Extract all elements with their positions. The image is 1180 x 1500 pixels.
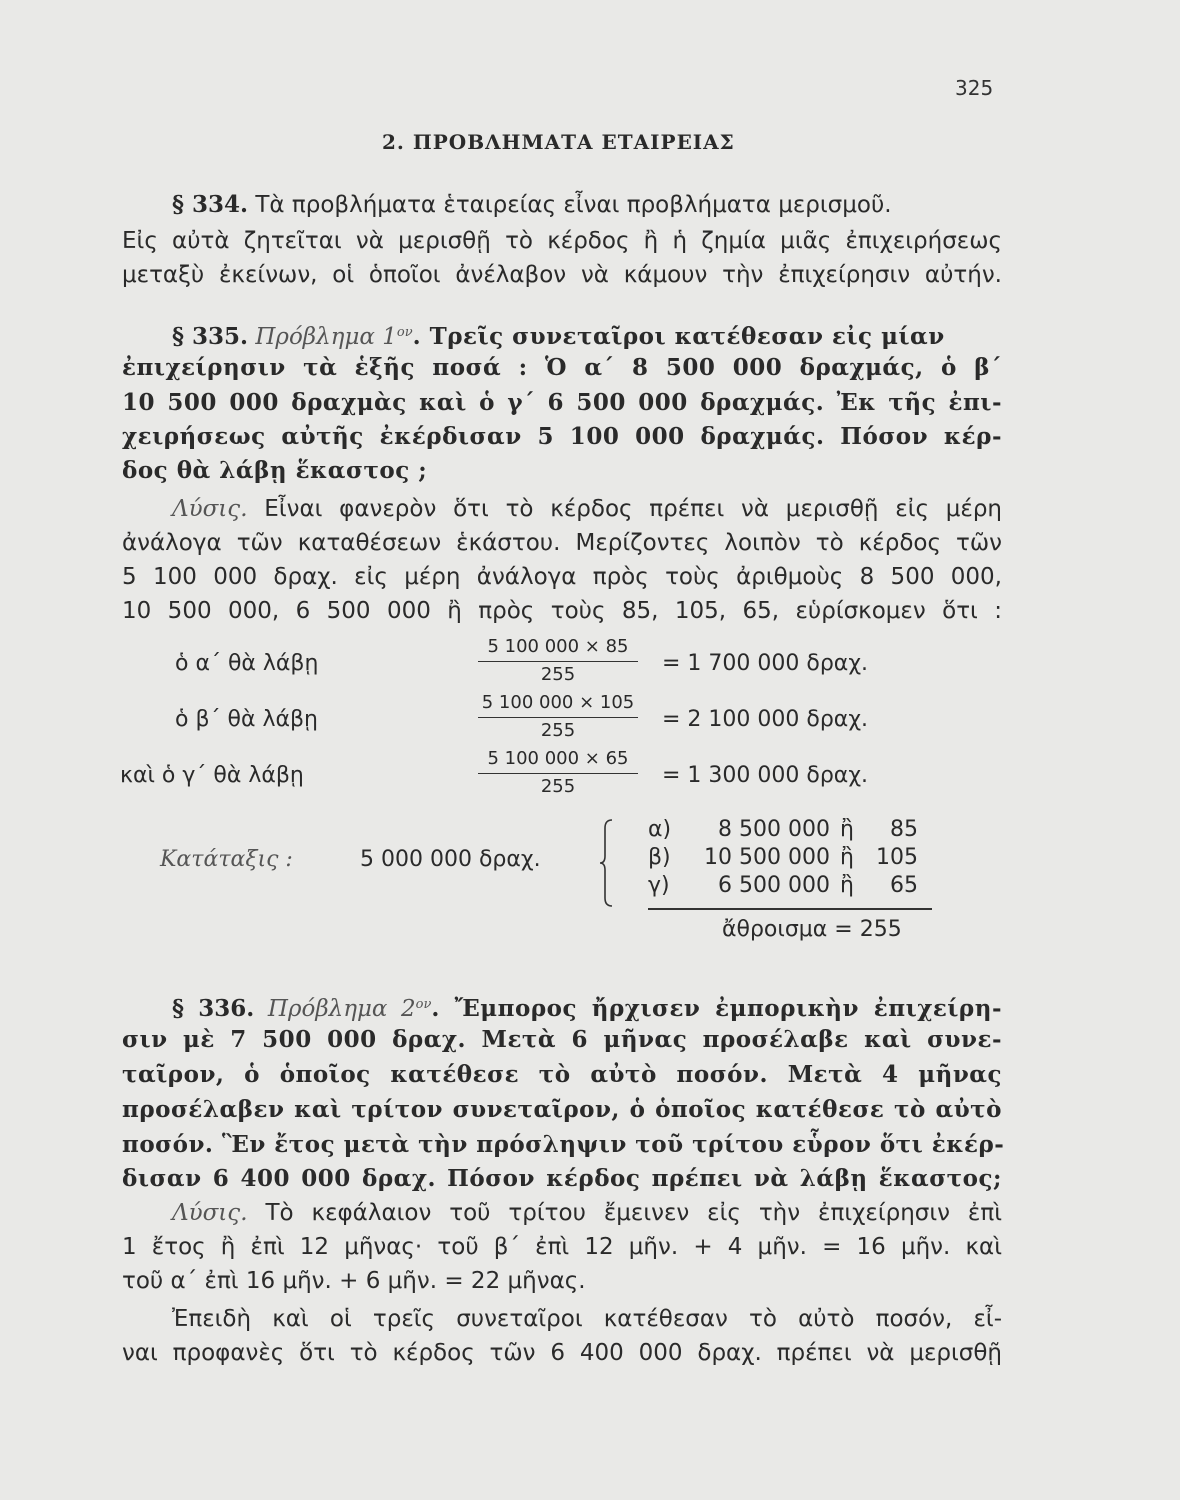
row-b-or: ἢ xyxy=(840,845,854,870)
s335-line-3: 10 500 000 δραχμὰς καὶ ὁ γ΄ 6 500 000 δραχμάς. Ἐκ τῆς ἐπι- xyxy=(122,389,1002,416)
s336-problem-label-sup: ον xyxy=(415,997,432,1012)
section-heading: 2. ΠΡΟΒΛΗΜΑΤΑ ΕΤΑΙΡΕΙΑΣ xyxy=(382,130,735,154)
s335-line-1 xyxy=(172,318,1002,352)
s336-number: § 336. xyxy=(172,995,255,1022)
share-c-label: καὶ ὁ γ΄ θὰ λάβῃ xyxy=(120,763,304,788)
s335-solution-text-1: Εἶναι φανερὸν ὅτι τὸ κέρδος πρέπει νὰ μερισθῇ εἰς μέρη xyxy=(247,496,1002,522)
s334-line-2: Εἰς αὐτὰ ζητεῖται νὰ μερισθῇ τὸ κέρδος ἢ ἡ ζημία μιᾶς ἐπιχειρήσεως xyxy=(122,228,1002,254)
s334-line-1 xyxy=(172,190,1002,220)
share-b-label: ὁ β΄ θὰ λάβῃ xyxy=(175,707,318,732)
s336-line-5: ποσόν. Ἓν ἔτος μετὰ τὴν πρόσληψιν τοῦ τρίτου εὗρον ὅτι ἐκέρ- xyxy=(122,1131,1005,1158)
row-b-letter: β) xyxy=(648,845,671,870)
s336-solution-label: Λύσις. xyxy=(172,1200,248,1226)
s334-text-1: Τὰ προβλήματα ἑταιρείας εἶναι προβλήματα μερισμοῦ. xyxy=(255,192,892,218)
share-b-numerator: 5 100 000 × 105 xyxy=(481,692,635,713)
s336-line-4: προσέλαβεν καὶ τρίτον συνεταῖρον, ὁ ὁποῖος κατέθεσε τὸ αὐτὸ xyxy=(122,1096,1002,1123)
s336-solution-line-2: 1 ἔτος ἢ ἐπὶ 12 μῆνας· τοῦ β΄ ἐπὶ 12 μῆν. + 4 μῆν. = 16 μῆν. καὶ xyxy=(122,1234,1002,1260)
share-a-fraction-bar xyxy=(478,661,638,662)
s335-solution-line-3: 5 100 000 δραχ. εἰς μέρη ἀνάλογα πρὸς τοὺς ἀριθμοὺς 8 500 000, xyxy=(122,564,1002,590)
s336-problem-label: Πρόβλημα 2 xyxy=(267,996,416,1022)
share-c-result: = 1 300 000 δραχ. xyxy=(662,763,869,788)
row-b-amount: 10 500 000 xyxy=(704,845,830,870)
s336-line-2: σιν μὲ 7 500 000 δραχ. Μετὰ 6 μῆνας προσέλαβε καὶ συνε- xyxy=(122,1026,1002,1053)
row-c-amount: 6 500 000 xyxy=(718,873,830,898)
row-c-or: ἢ xyxy=(840,873,854,898)
row-c-letter: γ) xyxy=(648,873,670,898)
s335-text-1: . Τρεῖς συνεταῖροι κατέθεσαν εἰς μίαν xyxy=(412,323,945,350)
s335-solution-line-1 xyxy=(172,494,1002,524)
share-b-denominator: 255 xyxy=(540,720,576,741)
row-a-or: ἢ xyxy=(840,817,854,842)
s335-problem-label: Πρόβλημα 1 xyxy=(255,324,397,350)
s334-line-3: μεταξὺ ἐκείνων, οἱ ὁποῖοι ἀνέλαβον νὰ κάμουν τὴν ἐπιχείρησιν αὐτήν. xyxy=(122,262,1002,288)
s335-line-5: δος θὰ λάβῃ ἕκαστος ; xyxy=(122,457,428,484)
s335-solution-line-4: 10 500 000, 6 500 000 ἢ πρὸς τοὺς 85, 105, 65, εὑρίσκομεν ὅτι : xyxy=(122,598,1002,624)
s336-solution-text-1: Τὸ κεφάλαιον τοῦ τρίτου ἔμεινεν εἰς τὴν ἐπιχείρησιν ἐπὶ xyxy=(247,1200,1002,1226)
s336-line-3: ταῖρον, ὁ ὁποῖος κατέθεσε τὸ αὐτὸ ποσόν. Μετὰ 4 μῆνας xyxy=(122,1061,1002,1088)
s335-solution-label: Λύσις. xyxy=(172,496,248,522)
row-b-ratio: 105 xyxy=(876,845,918,870)
share-c-numerator: 5 100 000 × 65 xyxy=(487,748,629,769)
share-c-fraction-bar xyxy=(478,773,638,774)
s336-line-6: δισαν 6 400 000 δραχ. Πόσον κέρδος πρέπει νὰ λάβῃ ἕκαστος; xyxy=(122,1165,1002,1192)
s335-line-4: χειρήσεως αὐτῆς ἐκέρδισαν 5 100 000 δραχμάς. Πόσον κέρ- xyxy=(122,423,1002,450)
s335-line-2: ἐπιχείρησιν τὰ ἑξῆς ποσά : Ὁ α΄ 8 500 000 δραχμάς, ὁ β΄ xyxy=(122,354,1002,381)
s336-text-1: . Ἔμπορος ἤρχισεν ἐμπορικὴν ἐπιχείρη- xyxy=(431,995,1002,1022)
share-a-numerator: 5 100 000 × 85 xyxy=(487,636,629,657)
row-a-ratio: 85 xyxy=(890,817,918,842)
share-b-result: = 2 100 000 δραχ. xyxy=(662,707,869,732)
share-a-result: = 1 700 000 δραχ. xyxy=(662,651,869,676)
s335-number: § 335. xyxy=(172,323,249,350)
share-b-fraction-bar xyxy=(478,717,638,718)
sum-rule xyxy=(648,908,932,910)
s334-number: § 334. xyxy=(172,191,249,218)
s336-solution-line-1 xyxy=(172,1198,1002,1228)
s335-solution-line-2: ἀνάλογα τῶν καταθέσεων ἑκάστου. Μερίζοντες λοιπὸν τὸ κέρδος τῶν xyxy=(122,530,1002,556)
s336-solution-line-3: τοῦ α΄ ἐπὶ 16 μῆν. + 6 μῆν. = 22 μῆνας. xyxy=(122,1268,586,1294)
share-a-denominator: 255 xyxy=(540,664,576,685)
row-c-ratio: 65 xyxy=(890,873,918,898)
share-c-denominator: 255 xyxy=(540,776,576,797)
summary-amount: 5 000 000 δραχ. xyxy=(360,847,541,872)
sum-total: ἄθροισμα = 255 xyxy=(722,917,902,942)
summary-label: Κατάταξις : xyxy=(160,847,293,872)
s336-solution-line-4: Ἐπειδὴ καὶ οἱ τρεῖς συνεταῖροι κατέθεσαν τὸ αὐτὸ ποσόν, εἶ- xyxy=(172,1306,1002,1332)
row-a-letter: α) xyxy=(648,817,672,842)
s335-problem-label-sup: ον xyxy=(396,325,413,340)
share-a-label: ὁ α΄ θὰ λάβῃ xyxy=(175,651,319,676)
row-a-amount: 8 500 000 xyxy=(718,817,830,842)
s336-solution-line-5: ναι προφανὲς ὅτι τὸ κέρδος τῶν 6 400 000 δραχ. πρέπει νὰ μερισθῇ xyxy=(122,1340,1002,1366)
s336-line-1 xyxy=(172,990,1002,1024)
curly-brace-icon xyxy=(600,818,614,908)
page-number: 325 xyxy=(955,76,994,100)
